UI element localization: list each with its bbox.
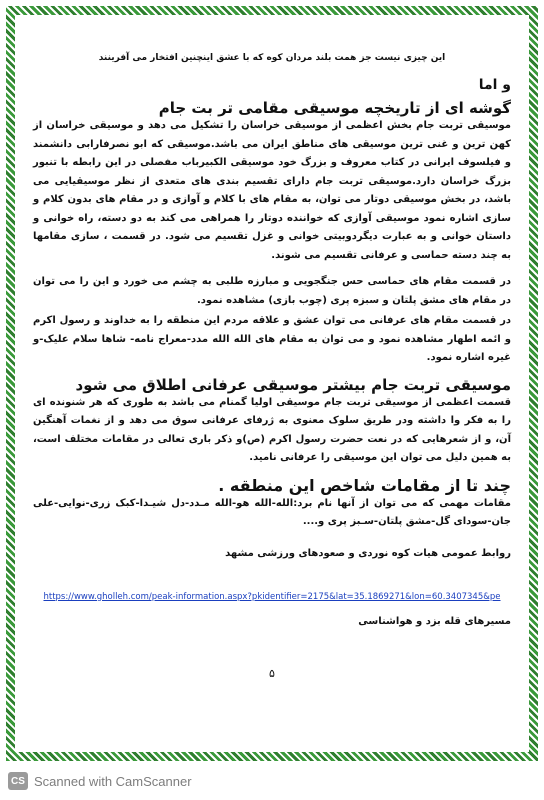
section-heading-history: گوشه ای از تاریخچه موسیقی مقامی تر بت جام xyxy=(158,99,511,117)
document-page xyxy=(6,6,538,761)
intro-phrase: و اما xyxy=(478,77,511,93)
source-link[interactable]: https://www.gholleh.com/peak-information.aspx?pkidentifier=2175&lat=35.1869271&lon=60.3407345&pe xyxy=(43,591,501,602)
paragraph-history: موسیقی تربت جام بخش اعظمی از موسیقی خراسان را تشکیل می دهد و موسیقی خراسان از کهن ترین و غنی ترین موسیقی های مناطق ایران می باشد.موسیقی که ابو نصرفارابی دانشمند و فیلسوف ایرانی در کتاب معروف و بزرگ خود موسیقی الکبیرباب مفصلی در این رابطه با تنبور بزرگ خراسان دارد.موسیقی تربت جام دارای تقسیم بندی های متعدی از نظر موسیقیایی می باشد، در بخش موسیقی دوتار می توان، به مقام های با کلام و آوازی و در مقام های بدون کلام و سازی اشاره نمود موسیقی آوازی که خواننده دوتار را همراهی می کند به دو دسته، راه خوانی و داستان خوانی و به عبارت دیگردوبیتی خوانی و غزل تقسیم می شود. در قسمت ، سازی مقامها به چند دسته حماسی و عرفانی تقسیم می شوند. xyxy=(33,120,511,261)
camscanner-logo-icon: CS xyxy=(8,772,28,790)
paragraph-mystic-maqams: در قسمت مقام های عرفانی می توان عشق و علاقه مردم این منطقه را به خداوند و رسول اکرم و ائمه اطهار مشاهده نمود و می توان به مقام های الله الله مدد-معراج نامه- شاها سلام علیک-و غیره اشاره نمود. xyxy=(33,315,511,363)
page-number: ۵ xyxy=(269,666,275,680)
paragraph-notable-maqams: مقامات مهمی که می توان از آنها نام برد:الله-الله هو-الله مـدد-دل شیـدا-کبک زری-نوایی-علی جان-سودای گل-مشق پلتان-سـبز پری و.... xyxy=(33,497,511,527)
section-heading-notable-maqams: چند تا از مقامات شاخص این منطقه . xyxy=(218,475,511,495)
page-motto: این چیزی نیست جز همت بلند مردان کوه که با عشق اینچنین افتخار می آفرینند xyxy=(98,53,446,63)
section-label: مسیرهای قله بزد و هواشناسی xyxy=(358,615,511,627)
source-title: روابط عمومی هیات کوه نوردی و صعودهای ورزشی مشهد xyxy=(225,547,511,559)
scanner-footer-text: Scanned with CamScanner xyxy=(34,773,192,789)
page-content xyxy=(15,15,529,752)
scanner-footer xyxy=(8,771,192,791)
paragraph-mystic-music: قسمت اعظمی از موسیقی تربت جام موسیقی اولیا گمنام می باشد به طوری که هر شنونده ای را به فکر وا داشته ودر طریق سلوک معنوی به ژرفای عرفانی سوق می دهد و از نغمات آهنگین آن، و از شعرهایی که در نعت حضرت رسول اکرم (ص)و ذکر باری تعالی در مقامات مختلف است، به همین دلیل می توان این موسیقی را عرفانی نامید. xyxy=(33,396,511,463)
paragraph-epic-maqams: در قسمت مقام های حماسی حس جنگجویی و مبارزه طلبی به چشم می خورد و این را می توان در مقام های مشق پلتان و سبزه پری (چوب بازی) مشاهده نمود. xyxy=(33,276,511,306)
section-heading-mystic: موسیقی تربت جام بیشتر موسیقی عرفانی اطلاق می شود xyxy=(75,375,511,394)
